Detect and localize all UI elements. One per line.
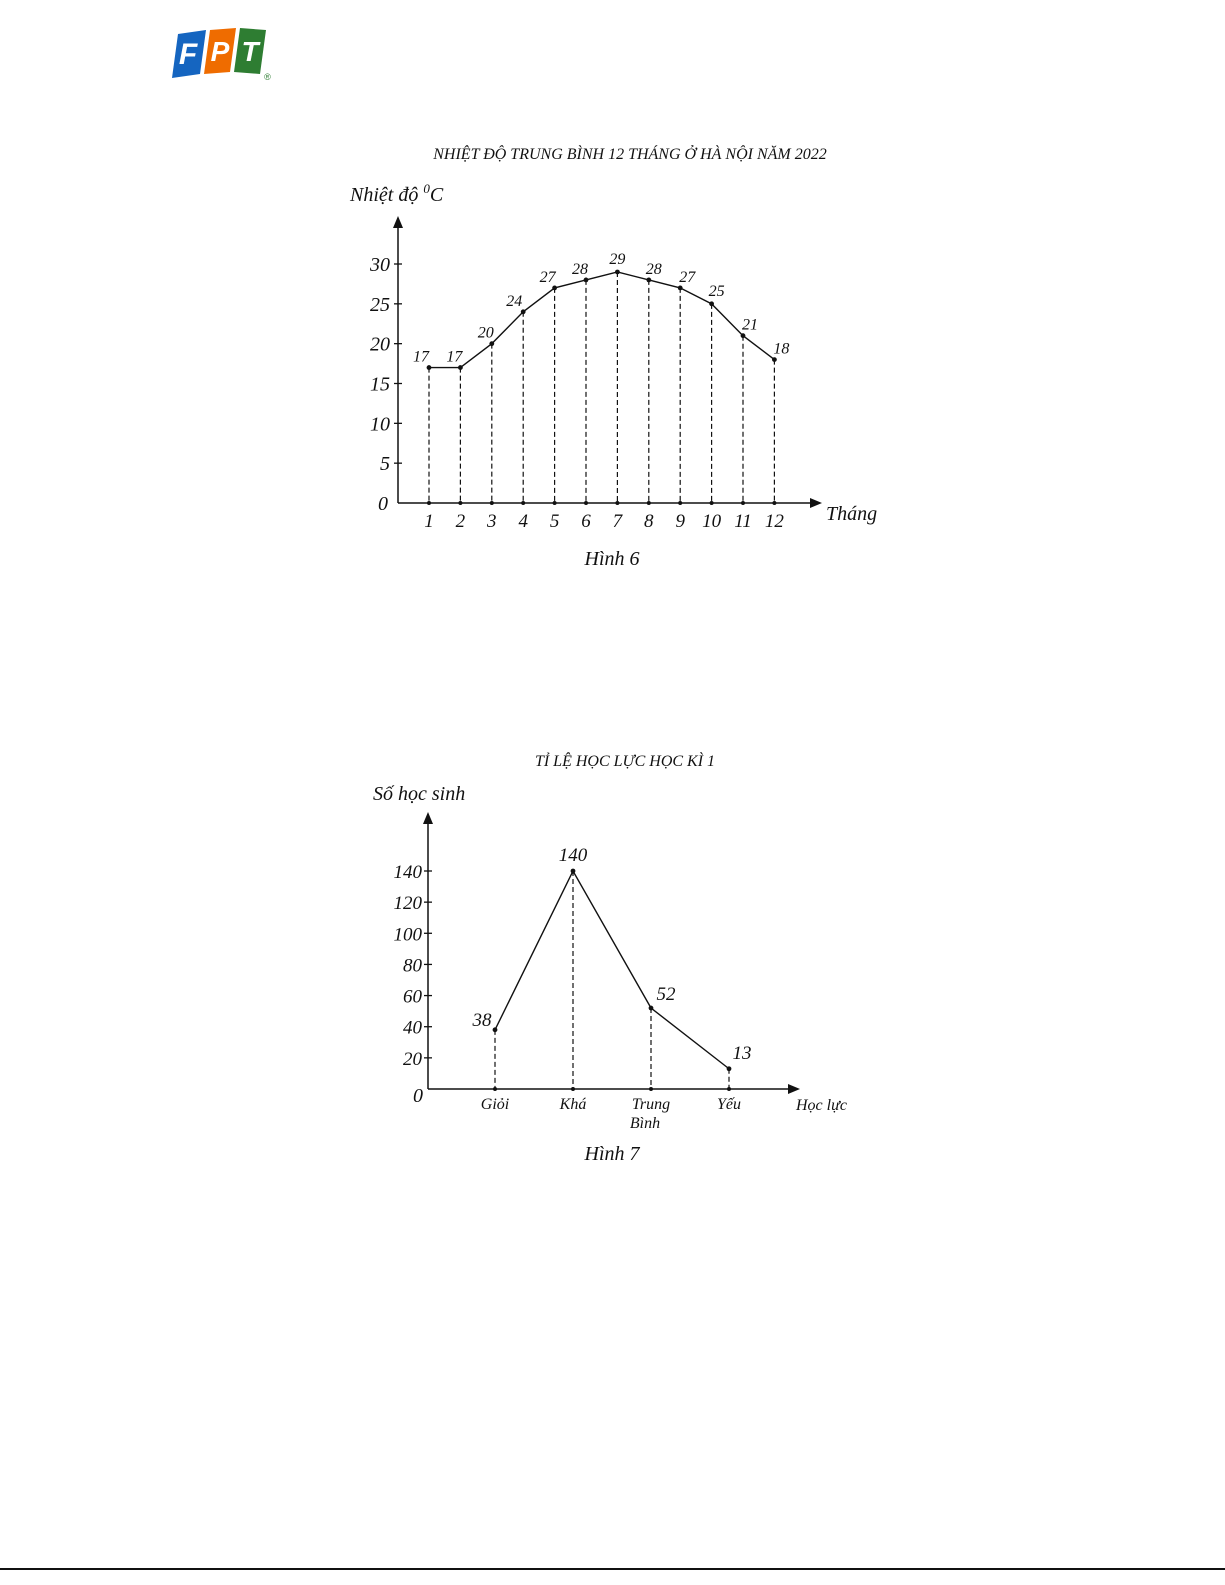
x-tick: [571, 1087, 575, 1091]
x-tick: [553, 501, 557, 505]
logo-letter-f: F: [178, 38, 198, 71]
x-tick-label: 8: [644, 511, 654, 532]
data-point: [493, 1027, 498, 1032]
y-tick-label: 20: [403, 1048, 422, 1070]
data-label: 13: [732, 1042, 752, 1064]
x-tick: [727, 1087, 731, 1091]
registered-mark: ®: [264, 72, 271, 82]
x-tick: [710, 501, 714, 505]
page-bottom-rule: [0, 1568, 1225, 1570]
logo-letter-t: T: [241, 36, 259, 67]
x-tick-label: 9: [675, 511, 685, 532]
x-tick: [772, 501, 776, 505]
x-axis-label: Tháng: [826, 503, 878, 525]
x-tick: [741, 501, 745, 505]
y-axis-arrow: [423, 812, 433, 824]
x-tick: [490, 501, 494, 505]
y-tick-label: 25: [370, 293, 390, 316]
y-axis-label: Nhiệt độ $^0$C: [350, 181, 444, 206]
data-label: 27: [679, 268, 696, 286]
data-point: [571, 869, 576, 874]
y-tick-label: 40: [403, 1017, 422, 1039]
data-label: 17: [413, 348, 429, 366]
data-point: [521, 309, 526, 314]
y-tick-label: 30: [370, 254, 390, 276]
data-label: 18: [773, 340, 790, 358]
figure-6-temperature-chart: [340, 130, 900, 590]
x-tick: [615, 501, 619, 505]
y-tick-label: 60: [403, 986, 422, 1008]
y-axis-label: Số học sinh: [373, 783, 466, 805]
data-label: 52: [656, 984, 676, 1006]
y-tick-label: 15: [370, 373, 390, 396]
y-tick-label: 10: [370, 413, 390, 436]
data-label: 20: [477, 324, 494, 342]
x-tick: [521, 501, 525, 505]
logo-letter-p: P: [210, 36, 230, 67]
x-axis-arrow: [810, 498, 822, 508]
x-tick-label: 1: [424, 511, 434, 532]
data-label: 28: [645, 260, 662, 278]
y-tick-label: 5: [380, 453, 390, 476]
logo-tile-t: [234, 28, 266, 74]
y-tick-label: 80: [403, 955, 422, 977]
x-tick: [649, 1087, 653, 1091]
x-axis-arrow: [788, 1084, 800, 1094]
data-point: [489, 341, 494, 346]
x-tick-label: 10: [702, 511, 722, 532]
data-label: 21: [742, 316, 758, 334]
y-tick-label: 120: [393, 893, 422, 915]
x-axis-label: Học lực: [796, 1097, 847, 1114]
data-label: 24: [506, 292, 523, 310]
origin-label: 0: [378, 493, 388, 515]
y-tick-label: 100: [393, 924, 422, 946]
x-tick-label: 7: [612, 511, 623, 532]
data-point: [678, 286, 683, 291]
logo-tile-f: [172, 30, 206, 78]
data-label: 25: [708, 282, 725, 300]
data-point: [584, 278, 589, 283]
series-line: [495, 871, 729, 1069]
data-point: [458, 365, 463, 370]
x-tick-label: Trung Bình: [629, 1096, 671, 1132]
x-tick-label: Yếu: [717, 1096, 741, 1113]
chart-title: TỈ LỆ HỌC LỰC HỌC KÌ 1: [534, 753, 716, 770]
data-point: [646, 278, 651, 283]
origin-label: 0: [413, 1085, 423, 1107]
x-tick: [678, 501, 682, 505]
data-label: 140: [558, 845, 588, 866]
x-tick-label: Giỏi: [480, 1096, 510, 1113]
figure-caption: Hình 7: [584, 1143, 640, 1165]
data-point: [615, 270, 620, 275]
data-label: 38: [472, 1009, 492, 1031]
data-point: [552, 286, 557, 291]
data-label: 17: [446, 348, 463, 366]
x-tick-label: 5: [549, 511, 560, 532]
x-tick-label: 6: [581, 511, 591, 532]
data-point: [709, 301, 714, 306]
x-tick: [427, 501, 431, 505]
data-label: 29: [609, 250, 626, 268]
temperature-line-chart: [340, 130, 900, 590]
x-tick: [493, 1087, 497, 1091]
x-tick-label: Khá: [559, 1096, 587, 1113]
y-tick-label: 140: [393, 862, 422, 883]
logo-tile-p: [204, 28, 236, 74]
fpt-logo: [168, 22, 276, 84]
data-label: 27: [539, 268, 556, 286]
chart-title: NHIỆT ĐỘ TRUNG BÌNH 12 THÁNG Ở HÀ NỘI NĂM 2022: [433, 146, 827, 163]
figure-7-grades-chart: [340, 740, 900, 1180]
x-tick-label: 11: [734, 511, 752, 532]
x-tick: [458, 501, 462, 505]
y-axis-arrow: [393, 216, 403, 228]
figure-caption: Hình 6: [584, 548, 640, 570]
data-label: 28: [572, 260, 588, 278]
x-tick: [584, 501, 588, 505]
x-tick: [647, 501, 651, 505]
x-tick-label: 4: [518, 511, 528, 532]
x-tick-label: 3: [487, 511, 497, 532]
x-tick-label: 12: [764, 511, 784, 532]
data-point: [727, 1066, 732, 1071]
y-tick-label: 20: [370, 333, 390, 356]
data-point: [649, 1006, 654, 1011]
data-point: [772, 357, 777, 362]
data-point: [741, 333, 746, 338]
x-tick-label: 2: [455, 511, 466, 532]
grades-line-chart: [340, 740, 900, 1180]
data-point: [427, 365, 432, 370]
